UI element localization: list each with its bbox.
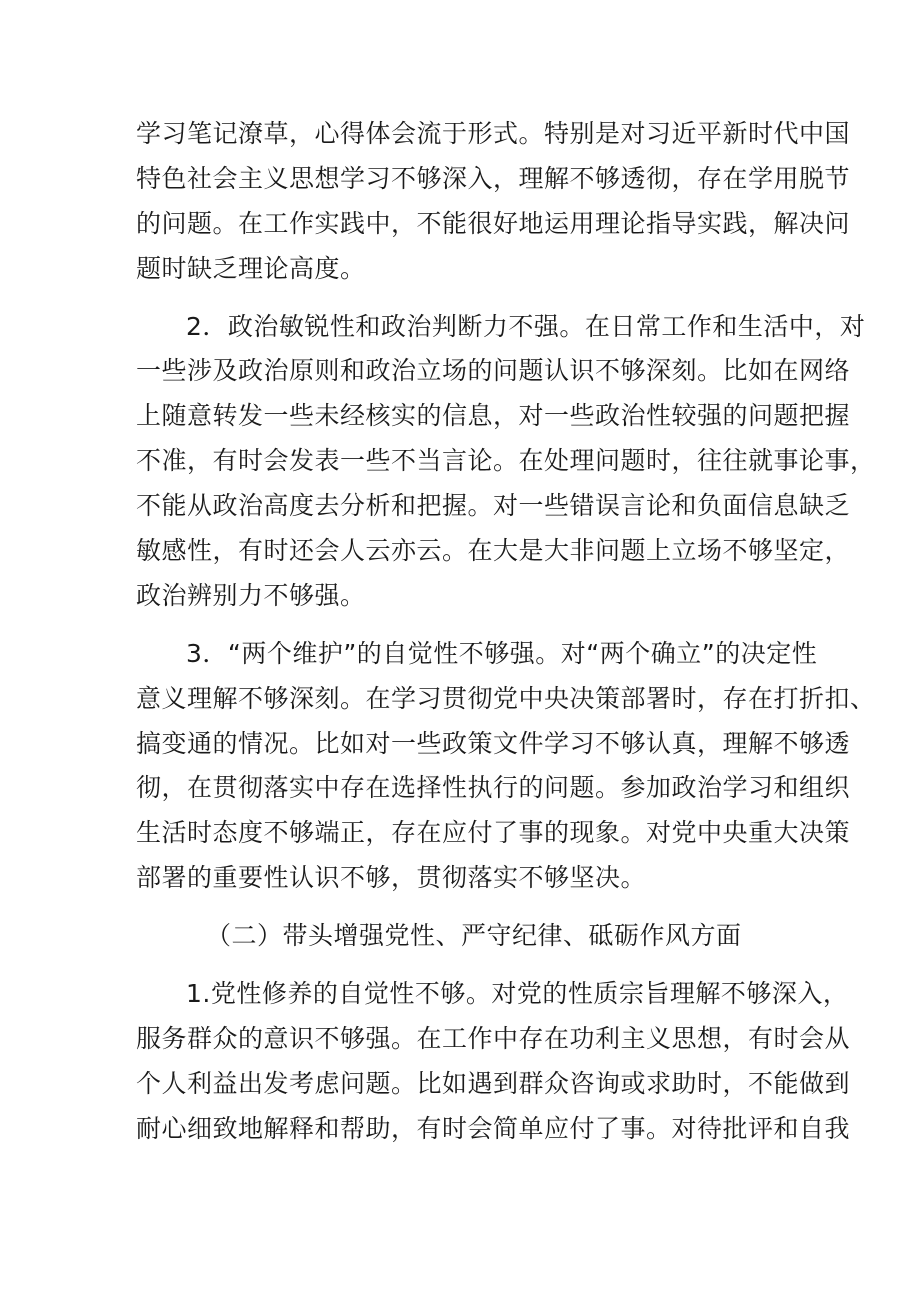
text-line: 3．“两个维护”的自觉性不够强。对“两个确立”的决定性 (186, 638, 818, 668)
section-heading-text: （二）带头增强党性、严守纪律、砥砺作风方面 (206, 921, 742, 951)
text-line: 服务群众的意识不够强。在工作中存在功利主义思想，有时会从 (136, 1023, 851, 1053)
text-line: 搞变通的情况。比如对一些政策文件学习不够认真，理解不够透 (136, 728, 851, 758)
text-line: 不能从政治高度去分析和把握。对一些错误言论和负面信息缺乏 (136, 491, 851, 521)
paragraph-item-2 (136, 305, 876, 619)
text-line: 一些涉及政治原则和政治立场的问题认识不够深刻。比如在网络 (136, 356, 851, 386)
text-line: 学习笔记潦草，心得体会流于形式。特别是对习近平新时代中国 (136, 119, 851, 148)
text-line: 意义理解不够深刻。在学习贯彻党中央决策部署时，存在打折扣、 (136, 683, 876, 713)
text-line: 部署的重要性认识不够，贯彻落实不够坚决。 (136, 863, 647, 893)
paragraph-item-1 (136, 972, 851, 1152)
text-line: 政治辨别力不够强。 (136, 580, 366, 610)
text-line: 1.党性修养的自觉性不够。对党的性质宗旨理解不够深入， (186, 979, 849, 1009)
text-line: 的问题。在工作实践中，不能很好地运用理论指导实践，解决问 (136, 208, 851, 238)
text-line: 题时缺乏理论高度。 (136, 253, 366, 283)
document-body (136, 112, 876, 1152)
text-line: 生活时态度不够端正，存在应付了事的现象。对党中央重大决策 (136, 818, 851, 848)
text-line: 个人利益出发考虑问题。比如遇到群众咨询或求助时，不能做到 (136, 1068, 851, 1098)
text-line: 敏感性，有时还会人云亦云。在大是大非问题上立场不够坚定， (136, 536, 851, 566)
text-line: 不准，有时会发表一些不当言论。在处理问题时，往往就事论事， (136, 446, 876, 476)
paragraph-item-3 (136, 632, 876, 901)
section-heading (136, 914, 796, 959)
text-line: 上随意转发一些未经核实的信息，对一些政治性较强的问题把握 (136, 401, 851, 431)
text-line: 耐心细致地解释和帮助，有时会简单应付了事。对待批评和自我 (136, 1113, 851, 1143)
text-line: 彻，在贯彻落实中存在选择性执行的问题。参加政治学习和组织 (136, 773, 851, 803)
paragraph-continuation (136, 112, 851, 292)
text-line: 特色社会主义思想学习不够深入，理解不够透彻，存在学用脱节 (136, 163, 851, 193)
text-line: 2．政治敏锐性和政治判断力不强。在日常工作和生活中，对 (186, 311, 866, 341)
